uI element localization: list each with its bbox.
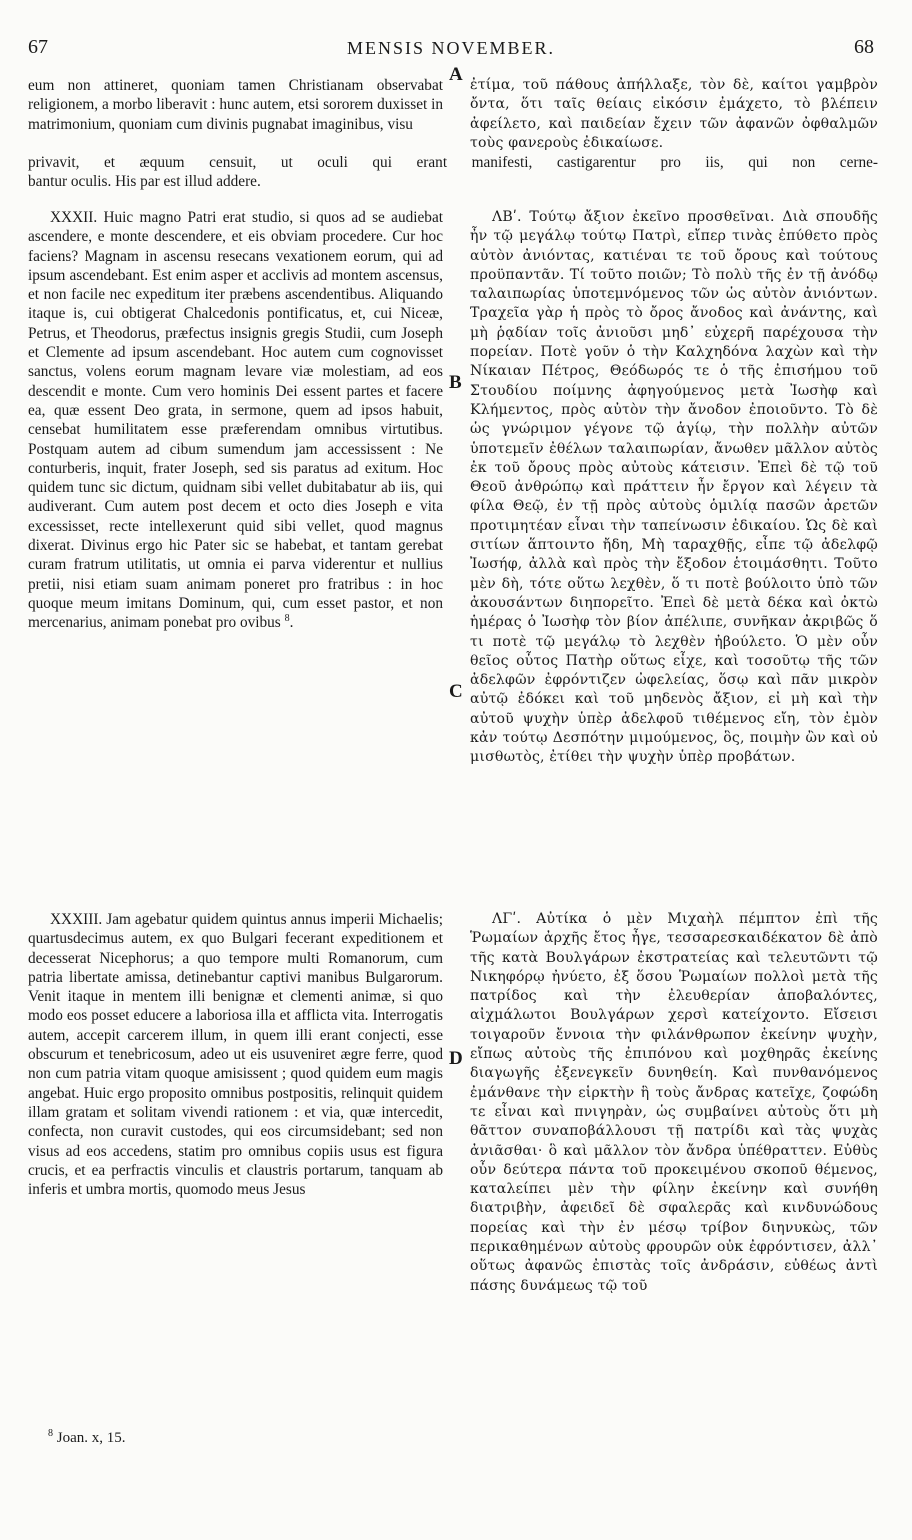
footnote-text: Joan. x, 15. bbox=[56, 1430, 126, 1446]
margin-letter-b: B bbox=[449, 372, 462, 393]
latin-intro-text: eum non attineret, quoniam tamen Christianam observabat religionem, a morbo liberavit : hunc autem, etsi sororem duxisset in matrimonium, quoniam cum divinis pugnabat imaginibus, visu bbox=[28, 77, 443, 133]
latin-intro bbox=[28, 76, 443, 134]
latin-section-32 bbox=[28, 208, 443, 633]
margin-letter-a: A bbox=[449, 64, 463, 85]
latin-section-32-text: XXXII. Huic magno Patri erat studio, si quos ad se audiebat ascendere, e monte descendere, et eis obviam procedere. Cur hoc faciens? Magnam in ascensu resecans vexationem eorum, qui ad ipsum ascendebant. Est enim asper et acclivis ad montem ascensus, et non facile nec expeditum iter præbens ascendentibus. Aliquando itaque is, cui obtigerat Chalcedonis pontificatus, et, cui Niceæ, Petrus, et Theodorus, præfectus insignis gregis Studii, cum Joseph et Clemente ad ipsum ascendebant. Hoc autem cum cognovisset sanctus, volens eorum magnam levare viæ molestiam, ad eos descendit e monte. Cum vero hominis Dei essent partes et facere ea, quæ essent Deo grata, in sermone, quem ad ipsos habuit, censebat humilitatem esse præferendam omnibus virtutibus. Postquam autem ad cibum sumendum jam accessissent : Ne conturberis, inquit, frater Joseph, sed sis paratus ad exitum. Hoc quidem tunc sic dictum, quidnam sibi vellet dubitabatur ab iis, qui audiverant. Cum autem post decem et octo dies Joseph e vita excessisset, recte intellexerunt quid sibi vellet, quod magnus dixerat. Divinus ergo hic Pater sic se habebat, et tantam gerebat curam fratrum utilitatis, ut omnia ei parva viderentur et nullius pretii, nisi etiam suam animam poneret pro fratribus : in hoc quoque meum imitans Dominum, qui, cum esset pastor, et non mercenarius, animam ponebat pro ovibus bbox=[28, 209, 443, 632]
latin-wide-tail-text: bantur oculis. His par est illud addere. bbox=[28, 173, 261, 190]
greek-section-32-paragraph: ΛΒʹ. Τούτῳ ἄξιον ἐκεῖνο προσθεῖναι. Διὰ σπουδῆς ἦν τῷ μεγάλῳ τούτῳ Πατρὶ, εἴπερ τινὰς ἐπύθετο πρὸς αὐτὸν ἀνιόντας, κατιέναι τε τοῦ ὄρους καὶ τούτους προϋπαντᾶν. Τί τοῦτο ποιῶν; Τὸ πολὺ τῆς ἐν τῇ ἀνόδῳ ταλαιπωρίας ὑποτεμνόμενος τῶν ὡς αὐτὸν ἀνιόντων. Τραχεῖα γὰρ ἡ πρὸς τὸ ὄρος ἄνοδος καὶ ἀνάντης, καὶ μὴ ῥᾳδίαν τοῖς ἀνιοῦσι μηδ᾽ εὐχερῆ παρέχουσα τὴν πορείαν. Ποτὲ γοῦν ὁ τὴν Καλχηδόνα λαχὼν καὶ τὴν Νίκαιαν Πέτρος, Θεόδωρός τε ὁ τῆς ἐπισήμου τοῦ Στουδίου ποίμνης ἀφηγούμενος μετὰ Ἰωσὴφ καὶ Κλήμεντος, πρὸς αὐτὸν τὴν ἄνοδον ἐποιοῦντο. Τὸ δὲ ὡς γνώριμον γέγονε τῷ ἁγίῳ, τὴν πολλὴν αὐτῶν ὑποτεμεῖν ἐθέλων ταλαιπωρίαν, ἄνωθεν μᾶλλον αὐτὸς ἐκ τοῦ ὄρους πρὸς αὐτοὺς κάτεισιν. Ἐπεὶ δὲ τῷ τοῦ Θεοῦ ἀνθρώπῳ καὶ πράττειν ἦν ἔργον καὶ λέγειν τὰ φίλα Θεῷ, ἐν τῇ πρὸς αὐτοὺς ὁμιλίᾳ πασῶν ἀρετῶν προτιμητέαν εἶναι τὴν ταπείνωσιν ἐδικαίου. Ὡς δὲ καὶ σιτίων ἅπτοιντο ἤδη, Μὴ ταραχθῇς, εἶπε τῷ ἀδελφῷ Ἰωσήφ, ἀλλὰ καὶ πρὸς τὴν ἔξοδον ἑτοιμάσθητι. Τοῦτο μὲν δὴ, τότε οὕτω λεχθὲν, ὅ τι ποτὲ βούλοιτο ὑπὸ τῶν ἀκουσάντων διηπορεῖτο. Ἐπεὶ δὲ μετὰ δέκα καὶ ὀκτὼ ἡμέρας ὁ Ἰωσὴφ τὸν βίον ἀπέλιπε, συνῆκαν ἀκριβῶς ὅ τι ποτὲ τῷ μεγάλῳ τὸ λεχθὲν ἠβούλετο. Ὁ μὲν οὖν θεῖος οὗτος Πατὴρ οὕτως εἶχε, καὶ τοσοῦτῳ τῆς τῶν ἀδελφῶν ἐφρόντιζεν ὠφελείας, ὅσῳ καὶ πᾶν μικρὸν αὐτῷ ἐδόκει καὶ τοῦ μηδενὸς ἄξιον, εἰ μὴ καὶ τὴν αὐτοῦ ψυχὴν ὑπὲρ ἀδελφοῦ τιθέμενος εἴη, τὸν ἐμὸν κἀν τούτῳ Δεσπότην μιμούμενος, ὃς, ποιμὴν ὢν καὶ οὐ μισθωτὸς, ἐτίθει τὴν ψυχὴν ὑπὲρ προβάτων. bbox=[470, 209, 878, 766]
footnote-reference: 8 bbox=[284, 613, 290, 625]
greek-intro-text: ἐτίμα, τοῦ πάθους ἀπήλλαξε, τὸν δὲ, καίτοι γαμβρὸν ὄντα, ὅτι ταῖς θείαις εἰκόσιν ἐμάχετο, τὸ βλέπειν ἀφείλετο, καὶ παιδείαν ἔχειν τῶν ἀφανῶν ὀφθαλμῶν τοὺς φανεροὺς ἐδικαίωσε. bbox=[470, 77, 878, 151]
margin-letter-d: D bbox=[449, 1048, 463, 1069]
greek-section-33 bbox=[470, 910, 878, 1296]
page-number-right: 68 bbox=[854, 36, 874, 58]
latin-section-33-paragraph: XXXIII. Jam agebatur quidem quintus annus imperii Michaelis; quartusdecimus autem, ex quo Bulgari fecerant expeditionem et decesserat Nicephorus; a quo tempore multi Romanorum, cum patria libertate amissa, detinebantur captivi manibus Bulgarorum. Venit itaque in mentem illi benignæ et clementi animæ, si quo modo eos posset educere a laboriosa illa et afflicta vita. Interrogatis autem, accepit carcerem illum, in quem illi erant conjecti, esse obscurum et tenebricosum, adeo ut eis usuveniret ægre ferre, quod non cum patria vitam quoque amisissent ; quod quidem eum magis angebat. Huic ergo proposito omnibus postpositis, relinquit quidem illam gratam et solitam vivendi rationem : et via, quæ intercedit, confecta, non curavit custodes, qui eos circumsidebant; sed non visus ad eos accedens, statim pro omnibus copiis usus est figura crucis, et ea perfractis vinculis et claustris portarum, tanquam ab inferis et umbra mortis, quomodo meus Jesus bbox=[28, 911, 443, 1199]
page-number-left: 67 bbox=[28, 36, 48, 58]
footnote bbox=[48, 1428, 126, 1447]
running-header bbox=[28, 36, 874, 66]
latin-wide-tail bbox=[28, 172, 443, 191]
latin-section-33 bbox=[28, 910, 443, 1199]
margin-letter-c: C bbox=[449, 681, 463, 702]
running-title: MENSIS NOVEMBER. bbox=[346, 38, 556, 58]
greek-section-33-paragraph: ΛΓʹ. Αὐτίκα ὁ μὲν Μιχαὴλ πέμπτον ἐπὶ τῆς Ῥωμαίων ἀρχῆς ἔτος ἦγε, τεσσαρεσκαιδέκατον δὲ ἀπὸ τῆς κατὰ Βουλγάρων ἐκστρατείας καὶ τελευτῶντι τῷ Νικηφόρῳ ἠνύετο, ἐξ ὅσου Ῥωμαίων πολλοὶ μετὰ τῆς πατρίδος καὶ τὴν ἐλευθερίαν ἀποβαλόντες, αἰχμάλωτοι Βουλγάρων χερσὶ κατείχοντο. Εἴσεισι τοιγαροῦν ἔννοια τὴν φιλάνθρωπον ἐκείνην ψυχὴν, εἴπως αὐτοὺς τῆς ἐπιπόνου καὶ μοχθηρᾶς ἐκείνης διαγωγῆς ἐξενεγκεῖν δυνηθείη. Καὶ πυνθανόμενος ἐμάνθανε τὴν εἱρκτὴν ἣ τοὺς ἄνδρας κατεῖχε, ζοφώδη τε εἶναι καὶ πνιγηρὰν, ὡς συμβαίνει αὐτοὺς ὅτι μὴ θᾶττον συναποβάλλουσι τῇ πατρίδι καὶ τὰς ψυχὰς ἀνιᾶσθαι· ὃ καὶ μᾶλλον τὸν ἄνδρα ὑπέθραττεν. Εὐθὺς οὖν δεύτερα πάντα τοῦ προκειμένου σκοποῦ θέμενος, καταλείπει μὲν τὴν φίλην ἐκείνην καὶ συνήθη διατριβὴν, ἀφειδεῖ δὲ σφαλερᾶς καὶ κινδυνώδους πορείας καὶ τὴν ἐν μέσῳ τρίβον διηνυκὼς, τῶν περικαθημένων αὐτοὺς φρουρῶν οὐκ ἐφρόντισεν, ἀλλ᾽ οὕτως ἀφανῶς ἐπιστὰς τοῖς ἀνδράσιν, εὐθέως ἀντὶ πάσης δυνάμεως τῷ τοῦ bbox=[470, 911, 878, 1294]
greek-intro bbox=[470, 76, 878, 153]
latin-wide-text: privavit, et æquum censuit, ut oculi qui erant manifesti, castigarentur pro iis, qui non cerne- bbox=[28, 154, 878, 171]
latin-section-32-paragraph: XXXII. Huic magno Patri erat studio, si quos ad se audiebat ascendere, e monte descendere, et eis obviam procedere. Cur hoc faciens? Magnam in ascensu resecans vexationem eorum, qui ad ipsum ascendebant. Est enim asper et acclivis ad montem ascensus, et non facile nec expeditum iter præbens ascendentibus. Aliquando itaque is, cui obtigerat Chalcedonis pontificatus, et, cui Niceæ, Petrus, et Theodorus, præfectus insignis gregis Studii, cum Joseph et Clemente ad ipsum ascendebant. Hoc autem cum cognovisset sanctus, volens eorum magnam levare viæ molestiam, ad eos descendit e monte. Cum vero hominis Dei essent partes et facere ea, quæ essent Deo grata, in sermone, quem ad ipsos habuit, censebat humilitatem esse præferendam omnibus virtutibus. Postquam autem ad cibum sumendum jam accessissent : Ne conturberis, inquit, frater Joseph, sed sis paratus ad exitum. Hoc quidem tunc sic dictum, quidnam sibi vellet dubitabatur ab iis, qui audiverant. Cum autem post decem et octo dies Joseph e vita excessisset, recte intellexerunt quid sibi vellet, quod magnus dixerat. Divinus ergo hic Pater sic se habebat, et tantam gerebat curam fratrum utilitatis, ut omnia ei parva viderentur et nullius pretii, nisi etiam suam animam poneret pro fratribus : in hoc quoque meum imitans Dominum, qui, cum esset pastor, et non mercenarius, animam ponebat pro ovibus $^8$. bbox=[28, 209, 443, 632]
footnote-mark: 8 bbox=[48, 1428, 53, 1439]
greek-section-32 bbox=[470, 208, 878, 768]
